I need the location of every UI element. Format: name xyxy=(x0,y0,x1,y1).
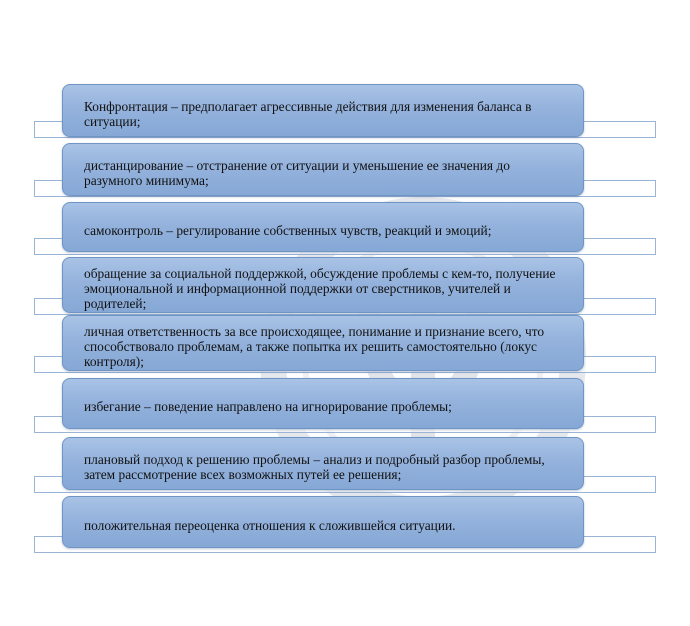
strategy-card xyxy=(62,202,584,252)
strategy-text: дистанцирование – отстранение от ситуации и уменьшение ее значения до разумного минимума; xyxy=(84,157,510,188)
strategy-text: положительная переоценка отношения к сложившейся ситуации. xyxy=(84,517,456,533)
strategy-card xyxy=(62,84,584,137)
strategy-card xyxy=(62,257,584,313)
strategy-card xyxy=(62,315,584,371)
strategy-text: избегание – поведение направлено на игнорирование проблемы; xyxy=(84,399,452,414)
strategy-text: самоконтроль – регулирование собственных чувств, реакций и эмоций; xyxy=(84,222,492,238)
strategy-card xyxy=(62,437,584,490)
strategy-card xyxy=(62,496,584,548)
strategy-card xyxy=(62,378,584,429)
strategy-text: обращение за социальной поддержкой, обсуждение проблемы с кем-то, получение эмоциональной и информационной поддержки от сверстников, учителей и родителей; xyxy=(84,265,556,311)
strategy-card xyxy=(62,143,584,196)
strategy-text: Конфронтация – предполагает агрессивные действия для изменения баланса в ситуации; xyxy=(84,98,532,129)
strategy-text: личная ответственность за все происходящее, понимание и признание всего, что способствовало проблемам, а также попытка их решить самостоятельно (локус контроля); xyxy=(84,323,545,369)
strategy-text: плановый подход к решению проблемы – анализ и подробный разбор проблемы, затем рассмотрение всех возможных путей ее решения; xyxy=(84,451,545,482)
